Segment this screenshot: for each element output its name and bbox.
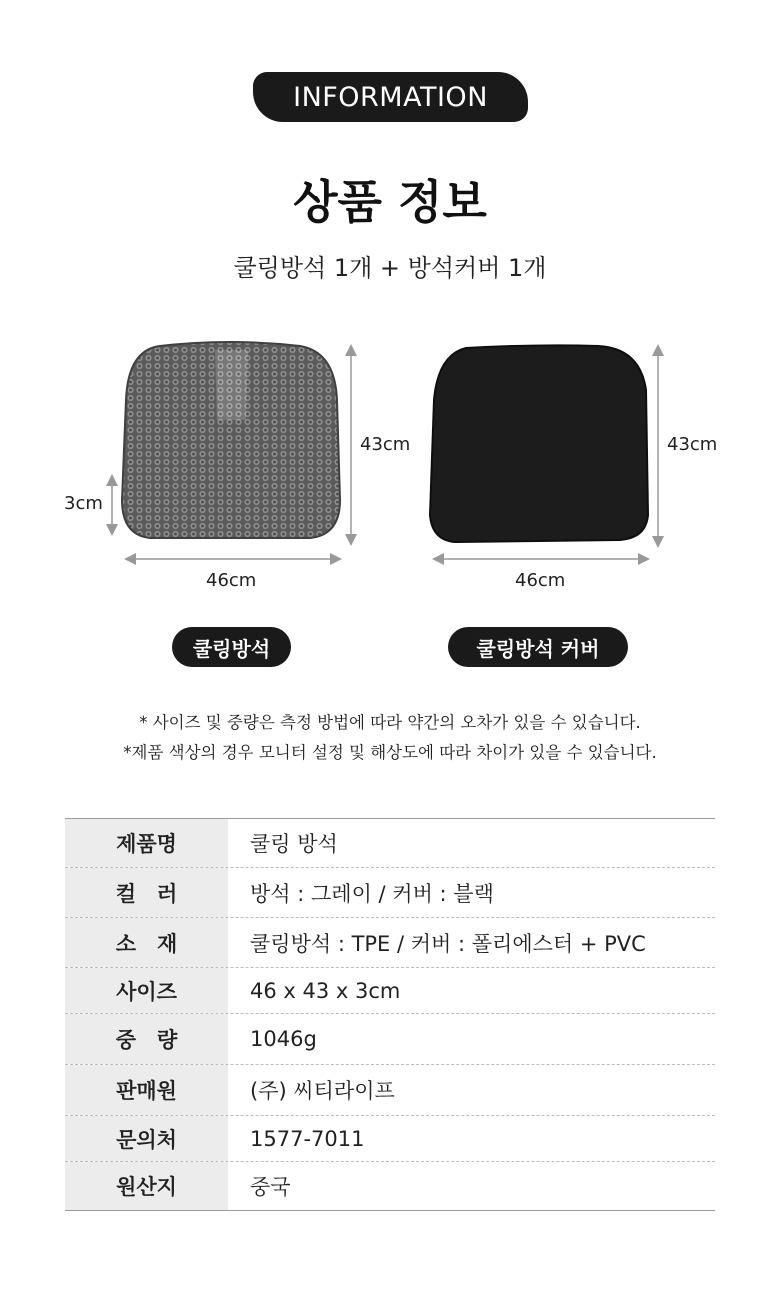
page-subtitle: 쿨링방석 1개 + 방석커버 1개 [233, 254, 547, 282]
page-title: 상품 정보 [293, 175, 487, 229]
spec-label: 제품명 [65, 819, 228, 867]
cushion-width-label: 46cm [206, 570, 257, 591]
notice-line: * 사이즈 및 중량은 측정 방법에 따라 약간의 오차가 있을 수 있습니다. [139, 713, 641, 732]
cushion-thickness-label: 3cm [64, 493, 103, 514]
information-badge: INFORMATION [253, 72, 528, 122]
spec-label: 컬 러 [65, 868, 228, 917]
spec-value: (주) 씨티라이프 [250, 1079, 395, 1103]
cover-name-badge: 쿨링방석 커버 [448, 627, 628, 667]
spec-value: 1046g [250, 1027, 317, 1051]
product-dimension-figure [0, 330, 780, 590]
spec-value: 46 x 43 x 3cm [250, 978, 401, 1003]
spec-label: 중 량 [65, 1014, 228, 1064]
product-illustration [0, 330, 780, 590]
spec-row-product-name [65, 819, 715, 868]
notice-line: *제품 색상의 경우 모니터 설정 및 해상도에 따라 차이가 있을 수 있습니다. [123, 743, 657, 762]
product-spec-table [65, 818, 715, 1211]
spec-row-material [65, 918, 715, 968]
spec-row-color [65, 868, 715, 918]
cushion-height-label: 43cm [360, 434, 411, 455]
cooling-cushion-image [122, 342, 340, 538]
cover-width-label: 46cm [515, 570, 566, 591]
spec-value: 중국 [250, 1175, 291, 1199]
notice-text [0, 708, 780, 768]
spec-label: 문의처 [65, 1116, 228, 1161]
spec-value: 쿨링 방석 [250, 832, 338, 856]
spec-row-size [65, 968, 715, 1014]
cushion-name-badge: 쿨링방석 [172, 627, 291, 667]
spec-row-seller [65, 1065, 715, 1116]
spec-row-contact [65, 1116, 715, 1162]
spec-label: 사이즈 [65, 968, 228, 1013]
spec-value: 쿨링방석 : TPE / 커버 : 폴리에스터 + PVC [250, 931, 646, 956]
spec-row-weight [65, 1014, 715, 1065]
spec-value: 방석 : 그레이 / 커버 : 블랙 [250, 881, 494, 906]
cushion-cover-image [430, 345, 648, 542]
spec-row-origin [65, 1162, 715, 1210]
spec-label: 원산지 [65, 1162, 228, 1210]
spec-label: 판매원 [65, 1065, 228, 1115]
spec-label: 소 재 [65, 918, 228, 967]
cover-height-label: 43cm [667, 434, 718, 455]
spec-value: 1577-7011 [250, 1126, 365, 1151]
